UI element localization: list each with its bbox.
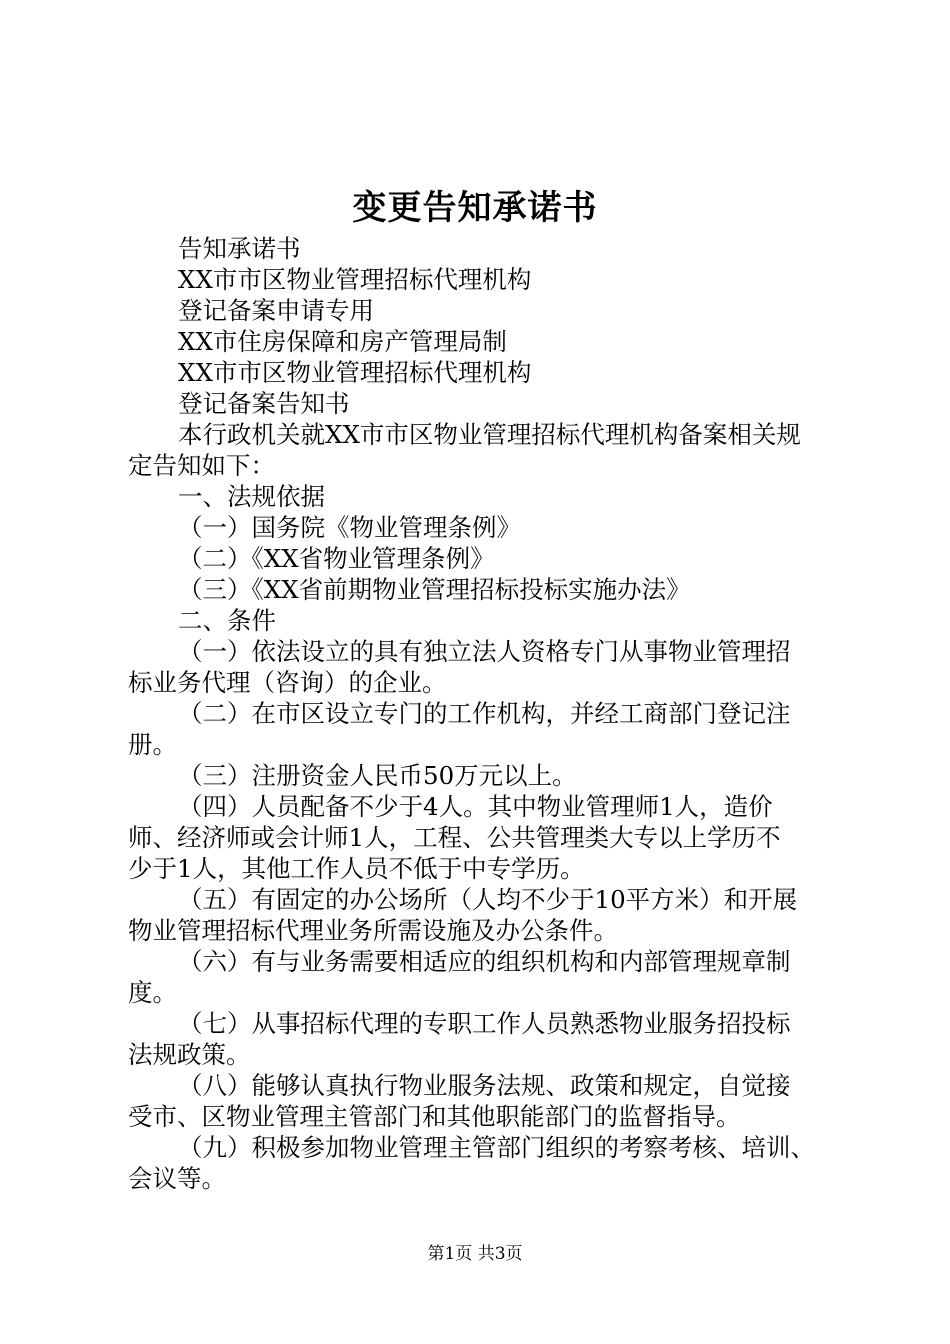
text-line: （三）注册资金人民币50万元以上。 [178,761,577,790]
text-line: 本行政机关就XX市市区物业管理招标代理机构备案相关规 [178,420,801,449]
text-line: （一）依法设立的具有独立法人资格专门从事物业管理招 [178,637,791,666]
text-line: 标业务代理（咨询）的企业。 [128,668,447,697]
text-line: 受市、区物业管理主管部门和其他职能部门的监督指导。 [128,1102,741,1131]
document-body [128,233,844,1194]
text-line: （八）能够认真执行物业服务法规、政策和规定，自觉接 [178,1071,791,1100]
text-line: 二、条件 [178,606,276,635]
text-line: 师、经济师或会计师1人，工程、公共管理类大专以上学历不 [128,823,781,852]
document-title: 变更告知承诺书 [352,188,598,228]
text-line: （一）国务院《物业管理条例》 [178,513,521,542]
text-line: （六）有与业务需要相适应的组织机构和内部管理规章制 [178,947,791,976]
text-line: 度。 [128,978,177,1007]
text-line: 登记备案告知书 [178,389,350,418]
text-line: XX市市区物业管理招标代理机构 [178,358,532,387]
text-line: （七）从事招标代理的专职工作人员熟悉物业服务招投标 [178,1009,791,1038]
text-line: （二）在市区设立专门的工作机构，并经工商部门登记注 [178,699,791,728]
page-footer: 第1页 共3页 [427,1244,523,1264]
text-line: 少于1人，其他工作人员不低于中专学历。 [128,854,585,883]
text-line: 定告知如下： [128,451,275,480]
text-line: 会议等。 [128,1164,226,1193]
text-line: XX市住房保障和房产管理局制 [178,327,507,356]
text-line: 告知承诺书 [178,234,301,263]
text-line: 一、法规依据 [178,482,325,511]
text-line: XX市市区物业管理招标代理机构 [178,265,532,294]
text-line: （四）人员配备不少于4人。其中物业管理师1人，造价 [178,792,773,821]
text-line: 法规政策。 [128,1040,251,1069]
text-line: 登记备案申请专用 [178,296,374,325]
text-line: （三）《XX省前期物业管理招标投标实施办法》 [178,575,691,604]
text-line: （五）有固定的办公场所（人均不少于10平方米）和开展 [178,885,798,914]
text-line: 册。 [128,730,177,759]
text-line: （九）积极参加物业管理主管部门组织的考察考核、培训、 [178,1133,815,1162]
text-line: 物业管理招标代理业务所需设施及办公条件。 [128,916,618,945]
text-line: （二）《XX省物业管理条例》 [178,544,495,573]
